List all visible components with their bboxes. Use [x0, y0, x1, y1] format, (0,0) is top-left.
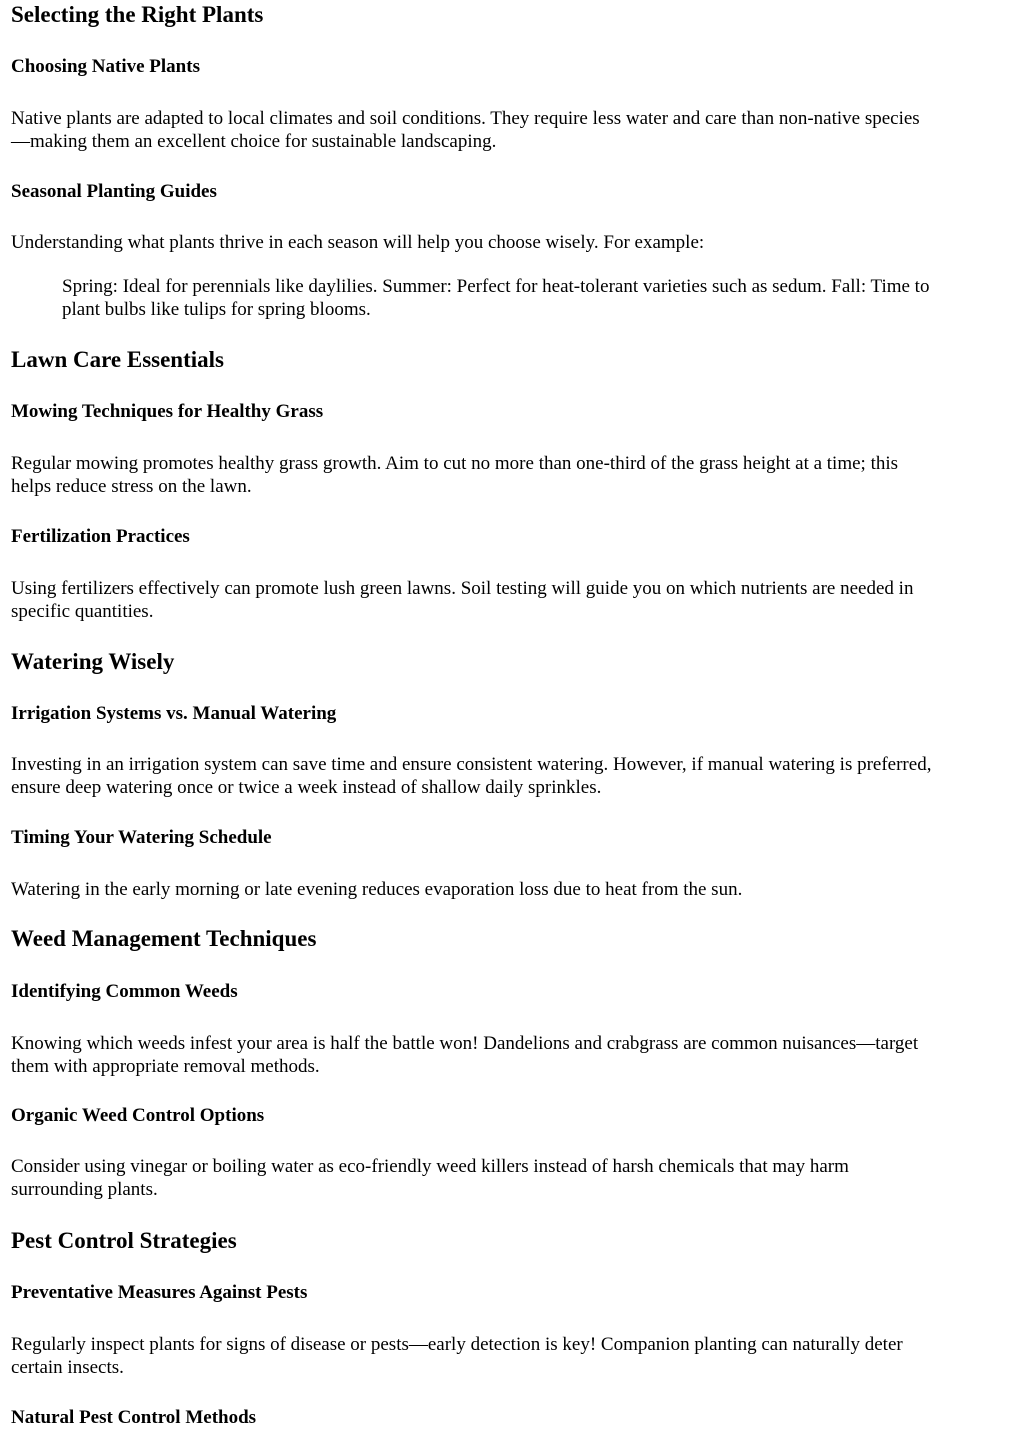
paragraph-line: certain insects. — [11, 1357, 124, 1378]
subsection-heading: Irrigation Systems vs. Manual Watering — [11, 703, 337, 724]
paragraph-line: Investing in an irrigation system can save time and ensure consistent watering. However, if manual watering is preferred, — [11, 754, 932, 775]
section-heading: Weed Management Techniques — [11, 926, 317, 951]
subsection-heading: Preventative Measures Against Pests — [11, 1282, 308, 1303]
paragraph-line: specific quantities. — [11, 601, 154, 622]
subsection-heading: Fertilization Practices — [11, 526, 190, 547]
paragraph-line: —making them an excellent choice for sustainable landscaping. — [11, 131, 497, 152]
subsection-heading: Natural Pest Control Methods — [11, 1407, 257, 1428]
blockquote-line: Spring: Ideal for perennials like daylilies. Summer: Perfect for heat-tolerant varieties such as sedum. Fall: Time to — [62, 276, 930, 297]
paragraph-line: Consider using vinegar or boiling water as eco-friendly weed killers instead of harsh chemicals that may harm — [11, 1156, 849, 1177]
paragraph-line: Knowing which weeds infest your area is half the battle won! Dandelions and crabgrass are common nuisances—target — [11, 1033, 919, 1054]
paragraph-line: Regularly inspect plants for signs of disease or pests—early detection is key! Companion planting can naturally deter — [11, 1334, 903, 1355]
subsection-heading: Seasonal Planting Guides — [11, 181, 217, 202]
subsection-heading: Identifying Common Weeds — [11, 981, 238, 1002]
paragraph-line: Watering in the early morning or late evening reduces evaporation loss due to heat from the sun. — [11, 879, 743, 900]
paragraph-line: Using fertilizers effectively can promote lush green lawns. Soil testing will guide you on which nutrients are needed in — [11, 578, 914, 599]
subsection-heading: Mowing Techniques for Healthy Grass — [11, 401, 324, 422]
blockquote-line: plant bulbs like tulips for spring blooms. — [62, 299, 371, 320]
subsection-heading: Timing Your Watering Schedule — [11, 827, 272, 848]
paragraph-line: Understanding what plants thrive in each season will help you choose wisely. For example: — [11, 232, 705, 253]
section-heading: Lawn Care Essentials — [11, 347, 224, 372]
subsection-heading: Organic Weed Control Options — [11, 1105, 265, 1126]
section-heading: Pest Control Strategies — [11, 1228, 237, 1253]
paragraph-line: them with appropriate removal methods. — [11, 1056, 320, 1077]
paragraph-line: ensure deep watering once or twice a week instead of shallow daily sprinkles. — [11, 777, 602, 798]
paragraph-line: Native plants are adapted to local climates and soil conditions. They require less water and care than non-native species — [11, 108, 920, 129]
section-heading: Selecting the Right Plants — [11, 2, 264, 27]
paragraph-line: surrounding plants. — [11, 1179, 158, 1200]
section-heading: Watering Wisely — [11, 649, 175, 674]
paragraph-line: Regular mowing promotes healthy grass growth. Aim to cut no more than one-third of the grass height at a time; this — [11, 453, 899, 474]
paragraph-line: helps reduce stress on the lawn. — [11, 476, 252, 497]
subsection-heading: Choosing Native Plants — [11, 56, 200, 77]
